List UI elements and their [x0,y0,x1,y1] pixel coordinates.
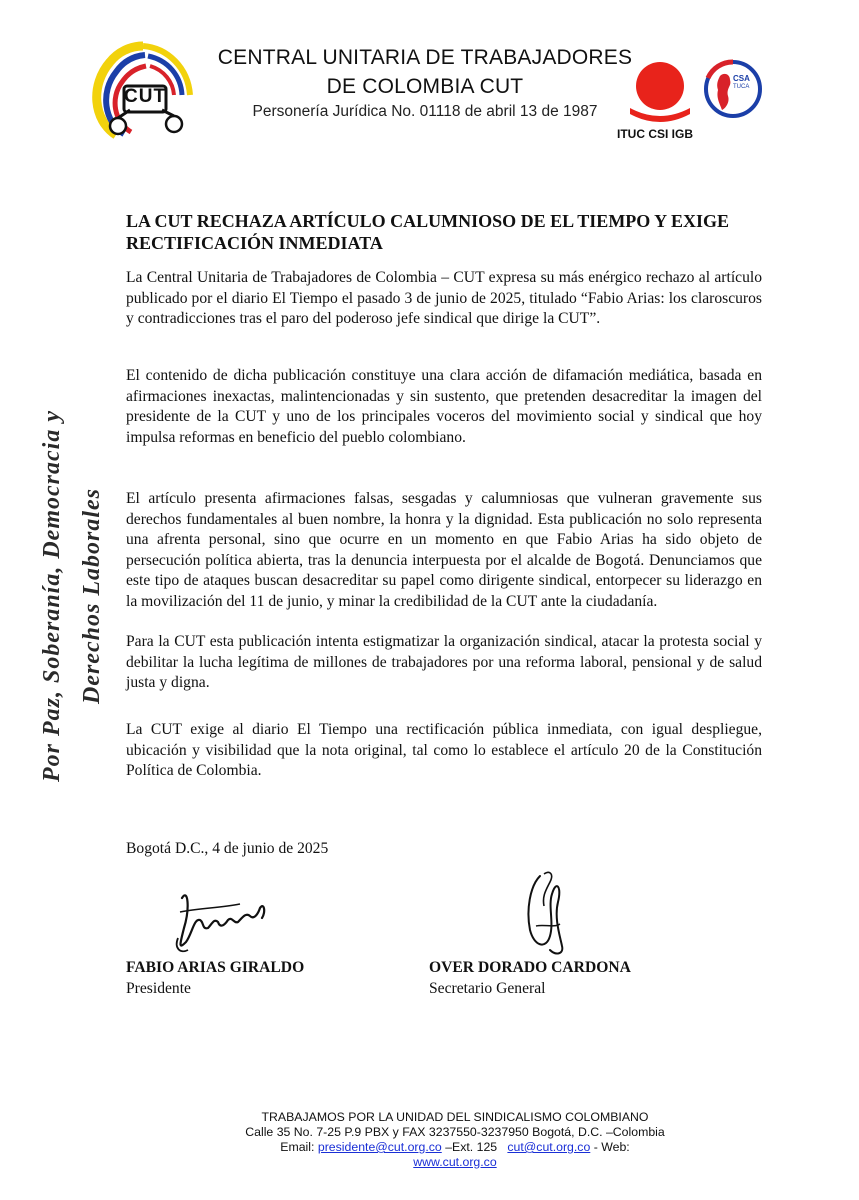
paragraph: El artículo presenta afirmaciones falsas, sesgadas y calumniosas que vulneran gravemente sus derechos fundamentales al buen nombre, la honra y la dignidad. Esta publicación no solo representa una afrenta personal, sino que ocurre en un momento en que Fabio Arias ha sido objeto de persecución política abierta, tras la denuncia interpuesta por el alcalde de Bogotá. Denunciamos que este tipo de ataques buscan desacreditar su papel como dirigente sindical, entorpecer su liderazgo en la movilización del 11 de junio, y minar la credibilidad de la CUT ante la ciudadanía. [126,490,762,610]
signature-over-dorado [500,866,590,962]
legal-id: Personería Jurídica No. 01118 de abril 13 de 1987 [252,103,598,120]
cut-logo-text: CUT [124,86,167,107]
footer-motto: TRABAJAMOS POR LA UNIDAD DEL SINDICALISMO COLOMBIANO [261,1110,649,1124]
org-name-line2: DE COLOMBIA CUT [326,75,524,98]
international-affiliation: ITUC CSI IGB [616,127,693,141]
signatory-name: FABIO ARIAS GIRALDO [126,959,305,976]
org-name-line1: CENTRAL UNITARIA DE TRABAJADORES [217,46,633,69]
paragraph: La CUT exige al diario El Tiempo una rectificación pública inmediata, con igual despliegue, ubicación y visibilidad que la nota original, tal como lo establece el artículo 20 de la Constitución Política de Colombia. [126,721,762,780]
paragraph: Para la CUT esta publicación intenta estigmatizar la organización sindical, atacar la protesta social y debilitar la lucha legítima de millones de trabajadores por una reforma laboral, pensional y de salud justa y digna. [126,633,762,692]
letter-title: LA CUT RECHAZA ARTÍCULO CALUMNIOSO DE EL TIEMPO Y EXIGE RECTIFICACIÓN INMEDIATA [126,211,729,253]
letter-date: Bogotá D.C., 4 de junio de 2025 [126,840,329,857]
email-label: Email: [280,1140,315,1154]
slogan-line2: Derechos Laborales [79,488,105,704]
website-link[interactable]: www.cut.org.co [413,1155,497,1169]
ituc-logo [624,58,696,122]
extension: –Ext. 125 [445,1140,498,1154]
footer-address: Calle 35 No. 7-25 P.9 PBX y FAX 3237550-3237950 Bogotá, D.C. –Colombia [245,1125,665,1139]
web-label: - Web: [593,1140,630,1154]
signatory-name: OVER DORADO CARDONA [429,959,631,976]
csa-logo-text: CSA [733,74,750,83]
footer-contact [130,1140,780,1155]
slogan-line1: Por Paz, Soberanía, Democracia y [39,410,65,782]
paragraph: El contenido de dicha publicación constituye una clara acción de difamación mediática, basada en afirmaciones inexactas, malintencionadas y sin sustento, que pretenden desacreditar la imagen del presidente de la CUT y uno de los principales voceros del movimiento social y sindical que hoy impulsa reformas en beneficio del pueblo colombiano. [126,367,762,446]
signatory-role: Presidente [126,980,191,997]
csa-logo-subtext: TUCA [733,84,750,90]
footer-website [130,1155,780,1170]
email-link-cut[interactable]: cut@cut.org.co [507,1140,591,1154]
signature-fabio-arias [160,878,280,958]
paragraph: La Central Unitaria de Trabajadores de Colombia – CUT expresa su más enérgico rechazo al artículo publicado por el diario El Tiempo el pasado 3 de junio de 2025, titulado “Fabio Arias: los claroscuros y contradicciones tras el paro del poderoso jefe sindical que dirige la CUT”. [126,269,762,328]
vertical-slogan [32,236,128,956]
signatory-role: Secretario General [429,980,546,997]
email-link-presidente[interactable]: presidente@cut.org.co [317,1140,442,1154]
